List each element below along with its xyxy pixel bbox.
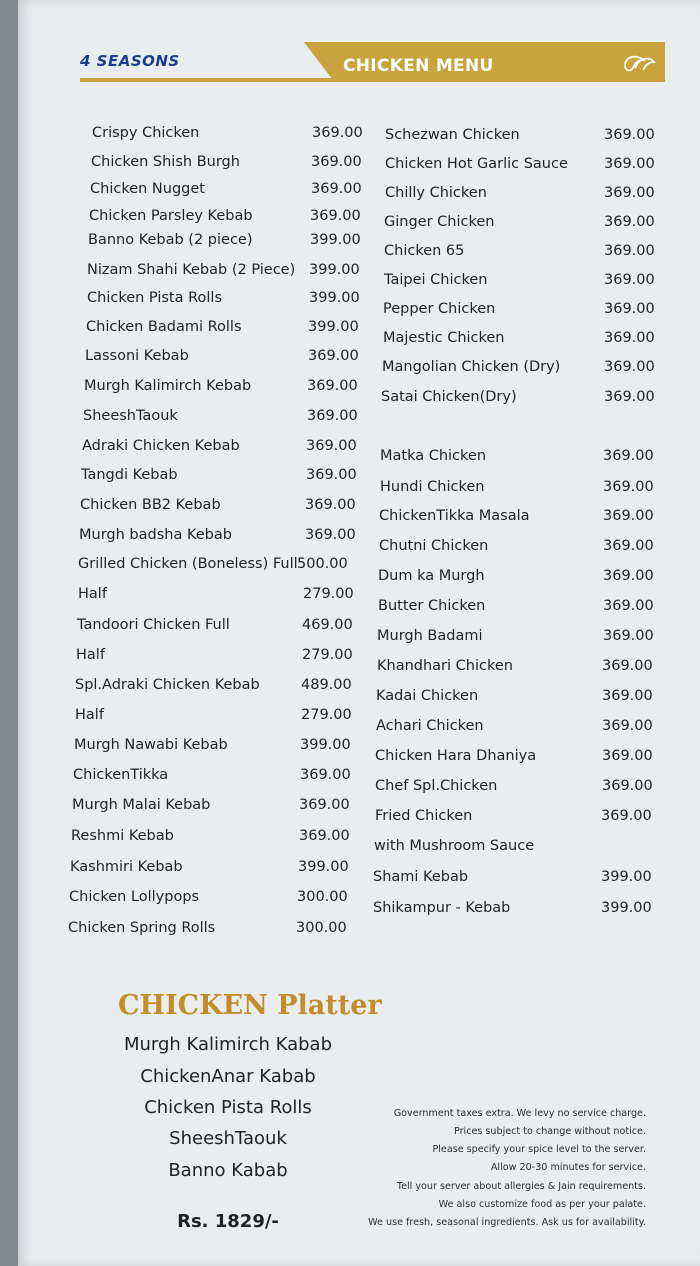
platter-item: ChickenAnar Kabab (140, 1066, 316, 1087)
menu-item-price: 369.00 (603, 538, 654, 554)
platter-item: Chicken Pista Rolls (144, 1097, 312, 1118)
menu-item-price: 369.00 (310, 208, 361, 224)
menu-item-name: Fried Chicken (375, 808, 473, 824)
menu-item-name: Murgh Kalimirch Kebab (84, 378, 252, 394)
menu-note: Allow 20-30 minutes for service. (490, 1162, 646, 1173)
menu-item-name: Chicken Hot Garlic Sauce (385, 156, 568, 172)
platter-item: Banno Kabab (168, 1160, 288, 1181)
menu-item-price: 369.00 (602, 718, 653, 734)
menu-item-name: Chef Spl.Chicken (375, 778, 498, 794)
menu-item-name: ChickenTikka (73, 767, 169, 783)
platter-price: Rs. 1829/- (177, 1211, 279, 1232)
menu-item-name: Chicken 65 (384, 243, 465, 259)
menu-item-price: 369.00 (604, 156, 655, 172)
menu-item-name: Kadai Chicken (376, 688, 479, 704)
menu-item-name: Chicken Hara Dhaniya (375, 748, 537, 764)
menu-note: Please specify your spice level to the server. (432, 1144, 646, 1155)
menu-item-name: Chicken Parsley Kebab (89, 208, 253, 224)
menu-item-price: 369.00 (306, 467, 357, 483)
menu-item-name: Murgh badsha Kebab (79, 527, 232, 543)
menu-item-price: 399.00 (601, 869, 652, 885)
menu-item-name: Dum ka Murgh (378, 568, 485, 584)
menu-note: We use fresh, seasonal ingredients. Ask us for availability. (368, 1217, 646, 1228)
menu-item-name: Khandhari Chicken (377, 658, 513, 674)
menu-note: Tell your server about allergies & Jain requirements. (396, 1181, 646, 1192)
menu-item-name: Kashmiri Kebab (70, 859, 183, 875)
menu-item-name: Shami Kebab (373, 869, 469, 885)
leaf-logo-icon (621, 50, 657, 76)
platter-title: CHICKEN Platter (118, 990, 382, 1021)
menu-item-price: 300.00 (296, 920, 347, 936)
menu-item-name: Tandoori Chicken Full (77, 617, 230, 633)
menu-item-price: 399.00 (601, 900, 652, 916)
menu-item-price: 399.00 (308, 319, 359, 335)
menu-item-name: Chilly Chicken (385, 185, 487, 201)
menu-item-price: 279.00 (303, 586, 354, 602)
menu-item-price: 369.00 (602, 658, 653, 674)
menu-item-price: 369.00 (603, 479, 654, 495)
brand-name: 4 SEASONS (80, 52, 180, 70)
menu-item-price: 279.00 (301, 707, 352, 723)
menu-item-price: 369.00 (604, 301, 655, 317)
menu-item-price: 369.00 (311, 181, 362, 197)
menu-item-price: 369.00 (603, 568, 654, 584)
menu-note: We also customize food as per your palate. (438, 1199, 646, 1210)
menu-item-name: Chicken Shish Burgh (91, 154, 240, 170)
menu-item-price: 369.00 (603, 448, 654, 464)
menu-item-price: 399.00 (300, 737, 351, 753)
menu-item-name: ChickenTikka Masala (379, 508, 530, 524)
menu-item-name: Chicken Spring Rolls (68, 920, 216, 936)
menu-item-price: 369.00 (604, 127, 655, 143)
menu-item-name: Spl.Adraki Chicken Kebab (75, 677, 260, 693)
menu-item-price: 369.00 (604, 214, 655, 230)
menu-item-price: 369.00 (307, 408, 358, 424)
menu-item-price: 369.00 (604, 330, 655, 346)
menu-item-price: 399.00 (298, 859, 349, 875)
menu-item-price: 369.00 (602, 748, 653, 764)
menu-item-price: 369.00 (307, 378, 358, 394)
menu-item-name: Chicken Badami Rolls (86, 319, 242, 335)
menu-item-name: Chicken BB2 Kebab (80, 497, 221, 513)
menu-item-name: Achari Chicken (376, 718, 484, 734)
menu-item-name: Reshmi Kebab (71, 828, 174, 844)
menu-item-name: Taipei Chicken (384, 272, 488, 288)
menu-item-price: 489.00 (301, 677, 352, 693)
menu-item-price: 369.00 (603, 508, 654, 524)
menu-item-name: Nizam Shahi Kebab (2 Piece) (87, 262, 296, 278)
menu-item-name: SheeshTaouk (83, 408, 178, 424)
menu-item-price: 500.00 (297, 556, 348, 572)
menu-item-name: Chicken Pista Rolls (87, 290, 223, 306)
menu-item-name: Satai Chicken(Dry) (381, 389, 517, 405)
menu-item-name: Adraki Chicken Kebab (82, 438, 240, 454)
menu-item-price: 369.00 (603, 598, 654, 614)
menu-item-name: Murgh Badami (377, 628, 483, 644)
menu-item-price: 369.00 (311, 154, 362, 170)
menu-item-name: Majestic Chicken (383, 330, 505, 346)
menu-item-price: 369.00 (299, 797, 350, 813)
menu-item-price: 369.00 (299, 828, 350, 844)
menu-item-price: 369.00 (603, 628, 654, 644)
menu-item-name: Chicken Nugget (90, 181, 205, 197)
platter-item: SheeshTaouk (169, 1128, 287, 1149)
menu-item-name: Chicken Lollypops (69, 889, 200, 905)
menu-item-name: with Mushroom Sauce (374, 838, 535, 854)
menu-item-price: 399.00 (310, 232, 361, 248)
menu-item-price: 399.00 (309, 290, 360, 306)
menu-item-name: Crispy Chicken (92, 125, 200, 141)
menu-item-price: 369.00 (604, 185, 655, 201)
menu-item-price: 369.00 (305, 527, 356, 543)
menu-item-price: 369.00 (602, 778, 653, 794)
menu-item-name: Mangolian Chicken (Dry) (382, 359, 561, 375)
menu-item-name: Half (76, 647, 105, 663)
menu-item-name: Half (75, 707, 104, 723)
menu-item-name: Butter Chicken (378, 598, 486, 614)
menu-item-price: 369.00 (300, 767, 351, 783)
menu-item-price: 369.00 (306, 438, 357, 454)
menu-title: CHICKEN MENU (343, 56, 494, 76)
menu-item-name: Schezwan Chicken (385, 127, 520, 143)
menu-item-price: 469.00 (302, 617, 353, 633)
menu-item-name: Murgh Nawabi Kebab (74, 737, 228, 753)
menu-item-name: Murgh Malai Kebab (72, 797, 211, 813)
menu-item-price: 279.00 (302, 647, 353, 663)
menu-item-name: Half (78, 586, 107, 602)
menu-item-price: 300.00 (297, 889, 348, 905)
menu-item-name: Tangdi Kebab (81, 467, 178, 483)
menu-item-price: 369.00 (602, 688, 653, 704)
menu-item-price: 369.00 (312, 125, 363, 141)
menu-page (18, 0, 700, 1266)
menu-item-name: Shikampur - Kebab (373, 900, 511, 916)
menu-item-name: Hundi Chicken (380, 479, 485, 495)
menu-item-price: 369.00 (604, 359, 655, 375)
menu-item-name: Ginger Chicken (384, 214, 495, 230)
menu-item-name: Banno Kebab (2 piece) (88, 232, 253, 248)
menu-item-price: 369.00 (305, 497, 356, 513)
menu-note: Government taxes extra. We levy no service charge. (393, 1108, 646, 1119)
menu-item-price: 369.00 (604, 272, 655, 288)
menu-item-price: 369.00 (604, 243, 655, 259)
menu-item-price: 369.00 (604, 389, 655, 405)
menu-item-name: Grilled Chicken (Boneless) Full (78, 556, 298, 572)
menu-item-price: 369.00 (601, 808, 652, 824)
menu-item-price: 399.00 (309, 262, 360, 278)
menu-item-name: Lassoni Kebab (85, 348, 189, 364)
platter-item: Murgh Kalimirch Kabab (123, 1034, 333, 1055)
menu-item-name: Chutni Chicken (379, 538, 489, 554)
menu-item-price: 369.00 (308, 348, 359, 364)
menu-note: Prices subject to change without notice. (453, 1126, 646, 1137)
menu-item-name: Matka Chicken (380, 448, 487, 464)
menu-item-name: Pepper Chicken (383, 301, 496, 317)
